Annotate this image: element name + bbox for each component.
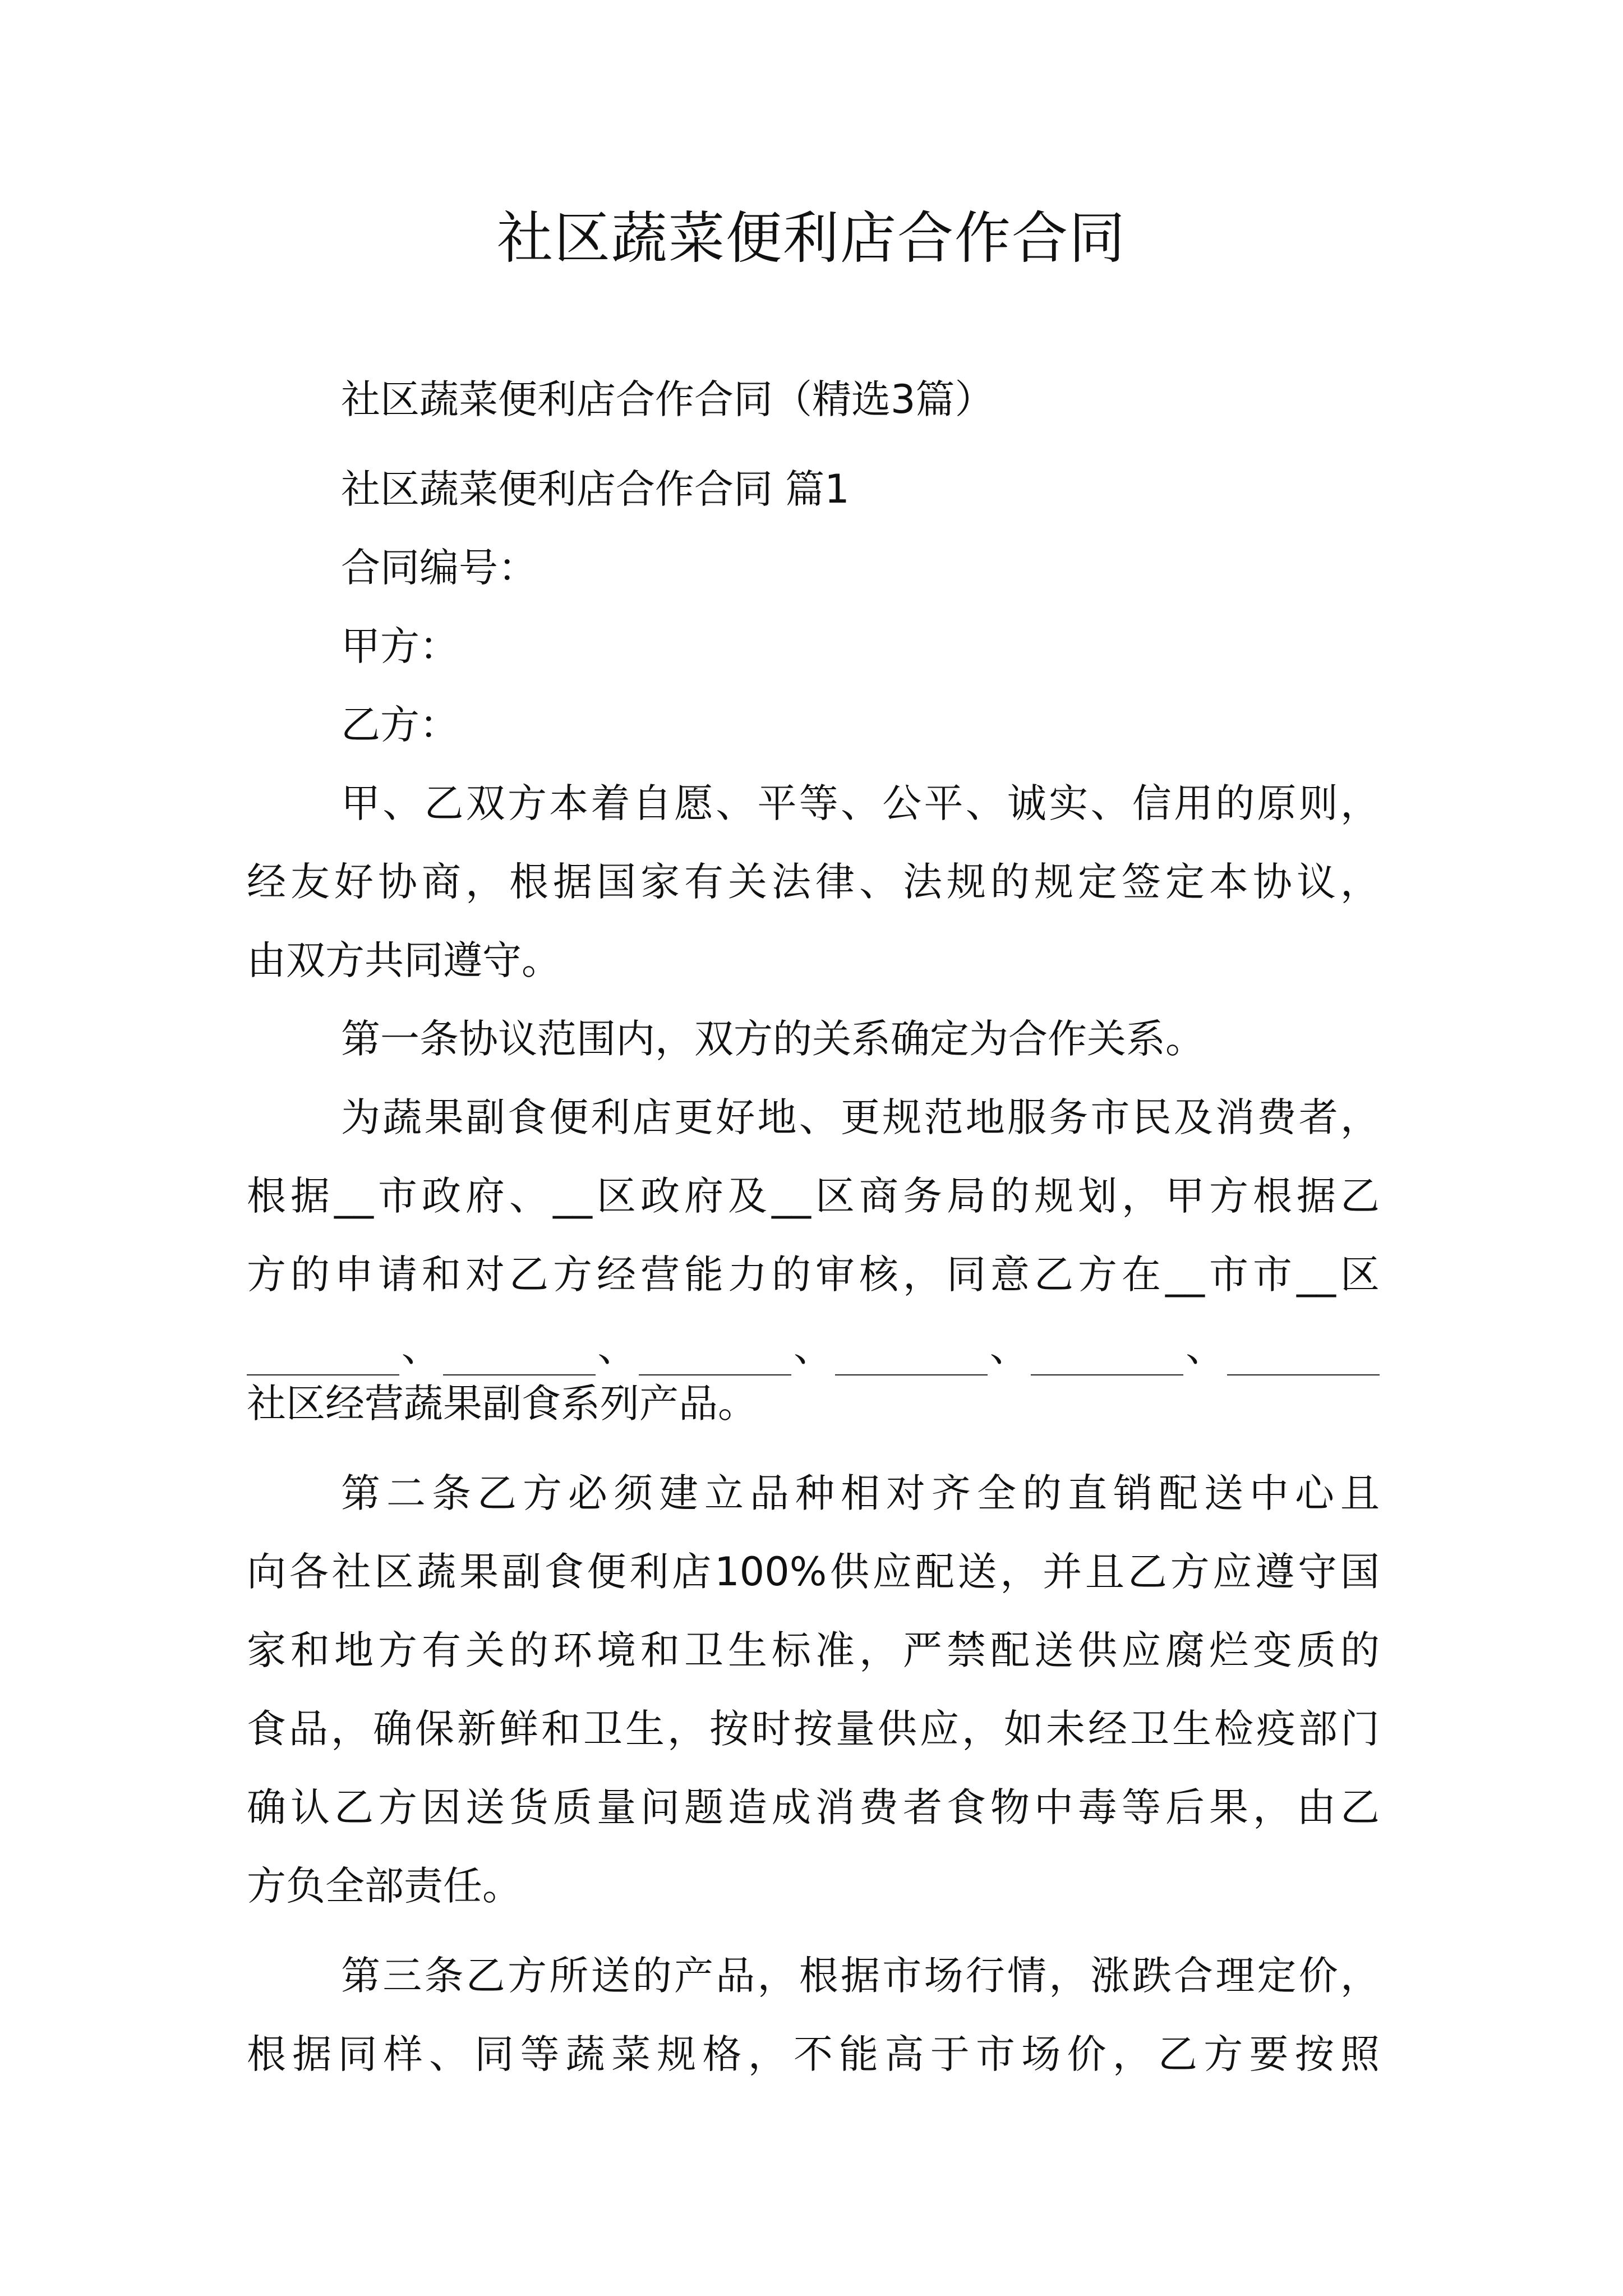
- section-heading: 社区蔬菜便利店合作合同 篇1: [341, 466, 850, 512]
- contract-number-label: 合同编号：: [341, 545, 537, 591]
- document-title: 社区蔬菜便利店合作合同: [497, 205, 1126, 271]
- party-a-label: 甲方：: [341, 623, 459, 669]
- blank-separator: 、: [597, 1324, 637, 1370]
- preamble-line: 由双方共同遵守。: [247, 937, 561, 983]
- community-blank: [1227, 1340, 1380, 1375]
- document-subtitle: 社区蔬菜便利店合作合同（精选3篇）: [341, 376, 994, 422]
- community-blank: [835, 1340, 988, 1375]
- blank-separator: 、: [793, 1324, 833, 1370]
- party-b-label: 乙方：: [341, 702, 459, 748]
- purpose-line: 方的申请和对乙方经营能力的审核，同意乙方在__市市__区: [247, 1251, 1380, 1297]
- article-2-line: 食品，确保新鲜和卫生，按时按量供应，如未经卫生检疫部门: [247, 1706, 1380, 1752]
- community-blank: [639, 1340, 791, 1375]
- article-2-line: 向各社区蔬果副食便利店100%供应配送，并且乙方应遵守国: [247, 1549, 1380, 1595]
- article-3-line: 第三条乙方所送的产品，根据市场行情，涨跌合理定价，: [341, 1953, 1380, 1999]
- purpose-end: 社区经营蔬果副食系列产品。: [247, 1381, 757, 1427]
- blank-separator: 、: [401, 1324, 441, 1370]
- blank-separator: 、: [989, 1324, 1029, 1370]
- preamble-line: 经友好协商，根据国家有关法律、法规的规定签定本协议，: [247, 859, 1380, 905]
- purpose-line: 为蔬果副食便利店更好地、更规范地服务市民及消费者，: [341, 1094, 1380, 1140]
- article-2-line: 确认乙方因送货质量问题造成消费者食物中毒等后果，由乙: [247, 1784, 1380, 1830]
- article-3-line: 根据同样、同等蔬菜规格，不能高于市场价，乙方要按照: [247, 2031, 1380, 2077]
- purpose-line: 根据__市政府、__区政府及__区商务局的规划，甲方根据乙: [247, 1173, 1380, 1219]
- blank-separator: 、: [1186, 1324, 1225, 1370]
- community-blank: [1031, 1340, 1183, 1375]
- community-blank: [247, 1340, 399, 1375]
- article-2-line: 家和地方有关的环境和卫生标准，严禁配送供应腐烂变质的: [247, 1627, 1380, 1673]
- preamble-line: 甲、乙双方本着自愿、平等、公平、诚实、信用的原则，: [341, 780, 1380, 826]
- community-blank: [443, 1340, 596, 1375]
- article-2-line: 方负全部责任。: [247, 1863, 522, 1909]
- community-blanks-row: [247, 1319, 1380, 1375]
- article-1: 第一条协议范围内，双方的关系确定为合作关系。: [341, 1016, 1205, 1062]
- article-2-line: 第二条乙方必须建立品种相对齐全的直销配送中心且: [341, 1470, 1380, 1516]
